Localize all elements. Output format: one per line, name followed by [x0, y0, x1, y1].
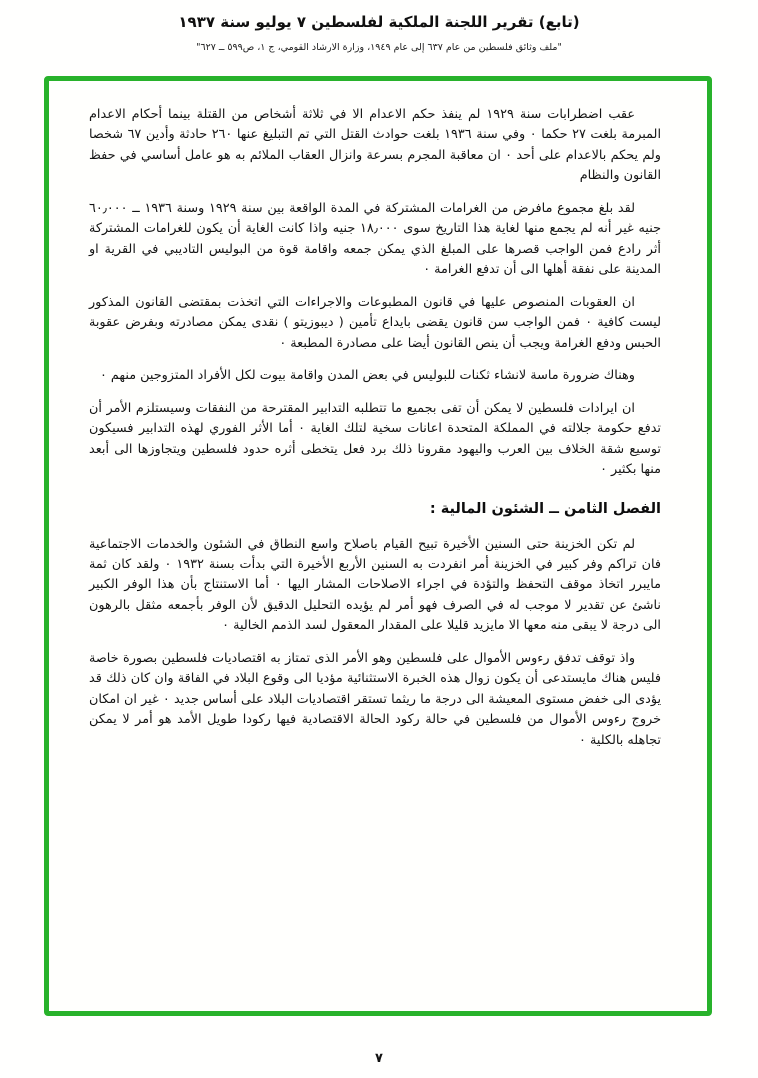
paragraph-executions: عقب اضطرابات سنة ١٩٢٩ لم ينفذ حكم الاعدام الا في ثلاثة أشخاص من القتلة بينما أحكام الاعدام المبرمة بلغت ٢٧ حكما ۰ وفي سنة ١٩٣٦ بلغت حوادث القتل التي تم التبليغ عنها ٢٦٠ حادثة وأدين ٦٧ شخصا ولم يحكم بالاعدام على أحد ۰ ان معاقبة المجرم بسرعة وانزال العقاب الملائم به هو عامل أساسي في حفظ القانون والنظام	[89, 107, 661, 184]
section-heading-chapter-eight: الفصل الثامن ــ الشئون المالية :	[429, 500, 661, 517]
page-number: ٧	[375, 1051, 383, 1066]
paragraph-capital-inflow: واذ توقف تدفق رءوس الأموال على فلسطين وهو الأمر الذى تمتاز به اقتصاديات فلسطين بصورة خاصة فليس هناك مايستدعى أن يكون زوال هذه الخبرة الاستثنائية مؤديا الى وقوع البلاد في الفاقة وان كان ذلك قد يؤدى الى خفض مستوى المعيشة الى درجة ما ريثما تستقر اقتصاديات البلاد على أساس جديد ۰ غير ان امكان خروج رءوس الأموال من فلسطين في حالة ركود الحالة الاقتصادية فيها ركودا طويل الأمد هو أمر لا يمكن تجاهله بالكلية ۰	[89, 650, 662, 748]
paragraph-collective-fines: لقد بلغ مجموع مافرض من الغرامات المشتركة في المدة الواقعة بين سنة ١٩٢٩ وسنة ١٩٣٦ ــ ٦٠٫٠٠٠ جنيه غير أنه لم يجمع منها لغاية هذا التاريخ سوى ١٨٫٠٠٠ جنيه واذا كانت الغاية أن يكون للغرامات المشتركة أثر رادع فمن الواجب قصرها على المبلغ الذي يمكن جمعه واقامة قوة من البوليس التاديبي في القرية او المدينة على نفقة أهلها الى أن تدفع الغرامة ۰	[89, 200, 661, 278]
document-title: (تابع) تقرير اللجنة الملكية لفلسطين ٧ يوليو سنة ١٩٣٧	[178, 13, 580, 31]
paragraph-police-barracks: وهناك ضرورة ماسة لانشاء ثكنات للبوليس في بعض المدن واقامة بيوت لكل الأفراد المتزوجين منهم ۰	[99, 368, 635, 384]
document-header	[0, 0, 758, 53]
paragraph-press-law: ان العقوبات المنصوص عليها في قانون المطبوعات والاجراءات التي اتخذت بمقتضى القانون المذكور ليست كافية ۰ فمن الواجب سن قانون يقضى بايداع تأمين ( ديبوزيتو ) نقدى يمكن مصادرته وبفرض عقوبة الحبس ودفع الغرامة ويجب أن ينص القانون أيضا على مصادرة المطبعة ۰	[89, 294, 662, 351]
paragraph-treasury-surplus: لم تكن الخزينة حتى السنين الأخيرة تبيح القيام باصلاح واسع النطاق في الشئون والخدمات الاجتماعية فان تراكم وفر كبير في الخزينة أمر انفردت به السنين الأربع الأخيرة التي بدأت بسنة ١٩٣٢ ۰ ولقد كان ثمة مايبرر اتخاذ موقف التحفظ والتؤدة في اجراء الاصلاحات المشار اليها ۰ أما الاستنتاج بأن هذا الوفر الكبير ناشئ عن تقدير لا موجب له في الصرف فهو أمر لم يؤيده التحليل الدقيق لأن الوفر بأجمعه مثقل بالرهون الى درجة لا يبقى منه معها الا مايزيد قليلا على المقدار المعقول لسد الذمم الخالية ۰	[89, 536, 662, 634]
paragraph-revenues: ان ايرادات فلسطين لا يمكن أن تفى بجميع ما تتطلبه التدابير المقترحة من النفقات وسيستلزم الأمر أن تدفع حكومة جلالته في المملكة المتحدة اعانات سخية لتلك الغاية ۰ أما الأثر الفوري لهذه التدابير فسيكون توسيع شقة الخلاف بين العرب واليهود مقرونا ذلك برد فعل يتخطى أثره حدود فلسطين ويتجاوزها الى أبعد منها بكثير ۰	[89, 400, 661, 478]
document-subtitle: "ملف وثائق فلسطين من عام ٦٣٧ إلى عام ١٩٤٩، وزارة الارشاد القومي، ج ١، ص٥٩٩ ــ ٦٢٧"	[196, 42, 562, 53]
highlight-frame	[44, 76, 712, 1016]
